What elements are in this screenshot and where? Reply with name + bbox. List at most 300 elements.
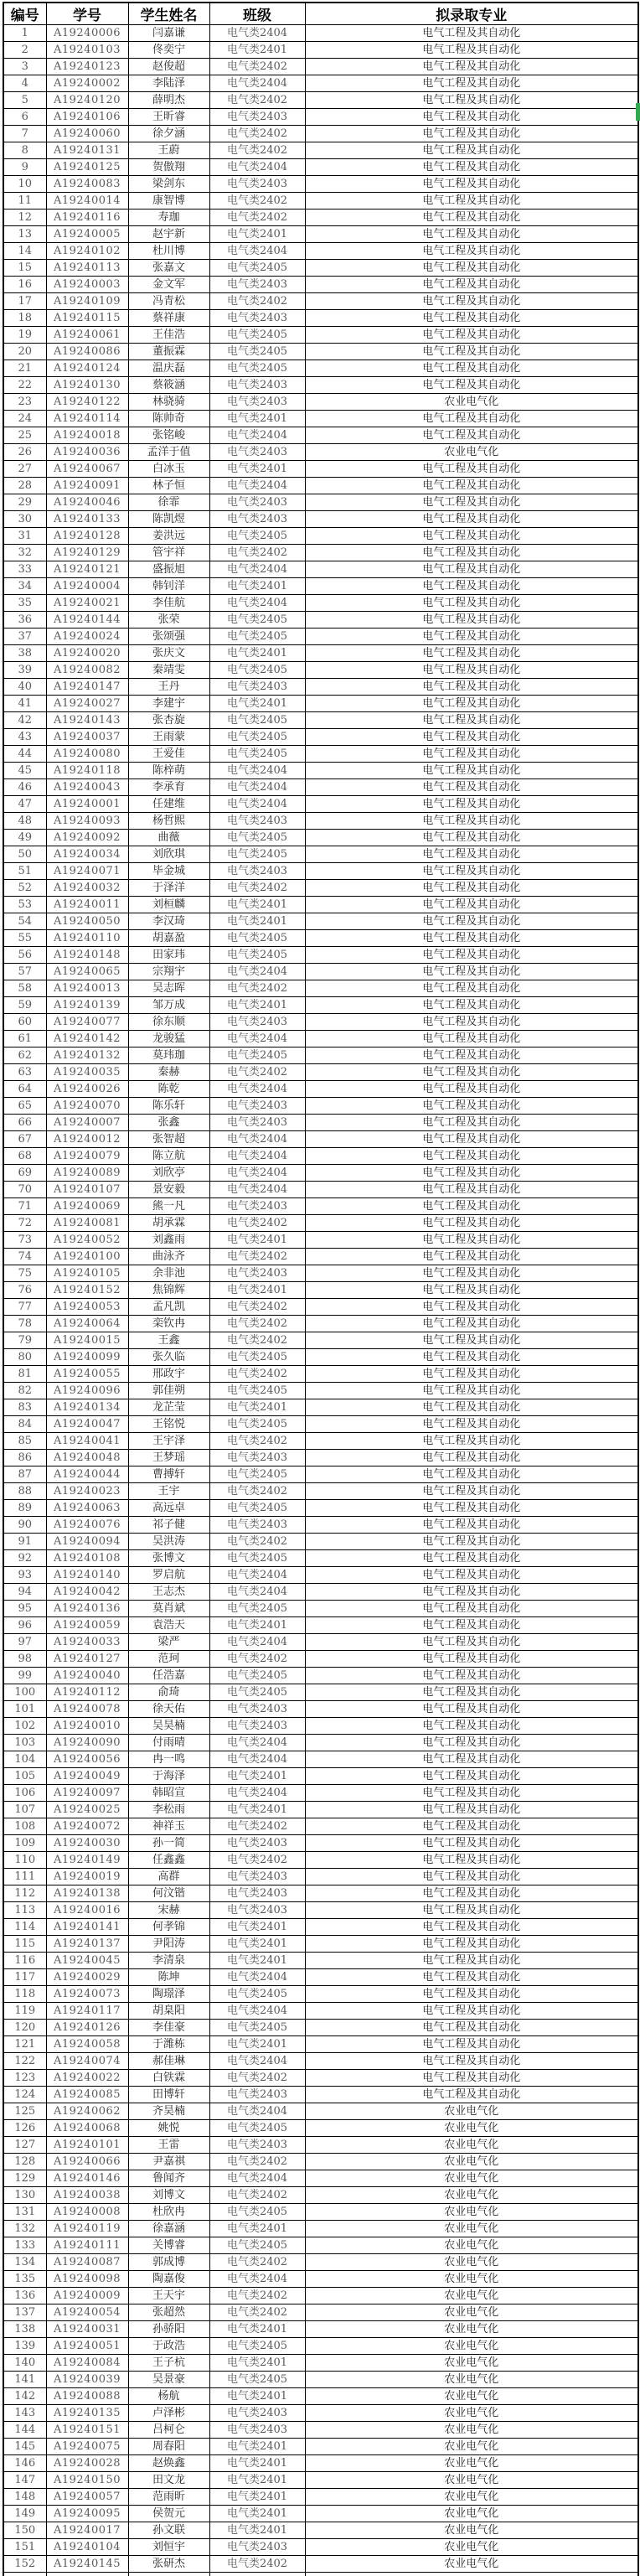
cell-major: 电气工程及其自动化 <box>305 696 638 712</box>
table-row <box>3 2204 638 2221</box>
cell-name: 龙骏猛 <box>128 1031 209 1047</box>
table-row <box>3 796 638 813</box>
table-row <box>3 2472 638 2489</box>
cell-index: 96 <box>3 1617 46 1634</box>
cell-class: 电气类2401 <box>209 2355 305 2372</box>
cell-major: 农业电气化 <box>305 2506 638 2522</box>
table-row <box>3 411 638 427</box>
table-row <box>3 1953 638 1969</box>
cell-class: 电气类2403 <box>209 1869 305 1885</box>
cell-student-id: A19240001 <box>46 796 128 813</box>
cell-name: 于泽洋 <box>128 880 209 897</box>
table-row <box>3 679 638 696</box>
table-row <box>3 478 638 494</box>
cell-major: 电气工程及其自动化 <box>305 427 638 444</box>
cell-class: 电气类2405 <box>209 1466 305 1483</box>
cell-student-id: A19240019 <box>46 1869 128 1885</box>
cell-major: 电气工程及其自动化 <box>305 1148 638 1165</box>
cell-major: 电气工程及其自动化 <box>305 746 638 763</box>
cell-class: 电气类2403 <box>209 494 305 511</box>
cell-major: 电气工程及其自动化 <box>305 1483 638 1500</box>
cell-major: 电气工程及其自动化 <box>305 1668 638 1684</box>
cell-class: 电气类2405 <box>209 712 305 729</box>
cell-index: 62 <box>3 1047 46 1064</box>
cell-class: 电气类2402 <box>209 1483 305 1500</box>
cell-name: 薛明杰 <box>128 92 209 109</box>
cell-student-id: A19240051 <box>46 2338 128 2355</box>
table-row <box>3 1014 638 1031</box>
cell-class: 电气类2404 <box>209 1031 305 1047</box>
table-row <box>3 1282 638 1299</box>
cell-student-id: A19240109 <box>46 293 128 310</box>
cell-class: 电气类2405 <box>209 1500 305 1517</box>
table-row <box>3 2020 638 2036</box>
cell-major: 电气工程及其自动化 <box>305 126 638 142</box>
cell-name: 袁浩天 <box>128 1617 209 1634</box>
table-row <box>3 1047 638 1064</box>
cell-index: 136 <box>3 2288 46 2304</box>
cell-name: 宋赫 <box>128 1902 209 1919</box>
table-body <box>3 25 638 2573</box>
cell-index: 122 <box>3 2053 46 2070</box>
table-row <box>3 947 638 964</box>
cell-student-id: A19240070 <box>46 1098 128 1115</box>
cell-index: 1 <box>3 25 46 42</box>
cell-class: 电气类2402 <box>209 1332 305 1349</box>
table-row <box>3 1483 638 1500</box>
table-row <box>3 494 638 511</box>
cell-student-id: A19240132 <box>46 1047 128 1064</box>
cell-index: 144 <box>3 2422 46 2439</box>
cell-class: 电气类2405 <box>209 2338 305 2355</box>
cell-name: 焦锦辉 <box>128 1282 209 1299</box>
cell-major: 电气工程及其自动化 <box>305 561 638 578</box>
cell-class: 电气类2401 <box>209 645 305 662</box>
table-row <box>3 1349 638 1366</box>
cell-class: 电气类2404 <box>209 1165 305 1182</box>
cell-major: 电气工程及其自动化 <box>305 2036 638 2053</box>
cell-student-id: A19240029 <box>46 1969 128 1986</box>
cell-index: 149 <box>3 2506 46 2522</box>
cell-class: 电气类2405 <box>209 1986 305 2003</box>
cell-name: 于海泽 <box>128 1768 209 1785</box>
cell-index: 63 <box>3 1064 46 1081</box>
cell-name: 何汶锴 <box>128 1885 209 1902</box>
cell-index: 81 <box>3 1366 46 1383</box>
cell-student-id: A19240040 <box>46 1668 128 1684</box>
cell-name: 冉一鸣 <box>128 1751 209 1768</box>
cell-index: 11 <box>3 193 46 209</box>
cell-student-id: A19240048 <box>46 1450 128 1466</box>
cell-name: 温庆磊 <box>128 360 209 377</box>
cell-index: 116 <box>3 1953 46 1969</box>
cell-student-id: A19240086 <box>46 344 128 360</box>
cell-major: 电气工程及其自动化 <box>305 1919 638 1936</box>
cell-student-id: A19240042 <box>46 1584 128 1601</box>
cell-index: 33 <box>3 561 46 578</box>
cell-name: 徐天佑 <box>128 1701 209 1718</box>
cell-name: 王宇泽 <box>128 1433 209 1450</box>
cell-index: 148 <box>3 2489 46 2506</box>
table-row <box>3 612 638 628</box>
cell-index: 128 <box>3 2154 46 2170</box>
cell-name: 刘桓麟 <box>128 897 209 913</box>
cell-student-id: A19240096 <box>46 1383 128 1399</box>
cell-name: 梁剑东 <box>128 176 209 193</box>
cell-student-id: A19240062 <box>46 2103 128 2120</box>
cell-major: 电气工程及其自动化 <box>305 1852 638 1869</box>
cell-class: 电气类2405 <box>209 2237 305 2254</box>
cell-name: 郭佳朔 <box>128 1383 209 1399</box>
table-row <box>3 293 638 310</box>
cell-index: 108 <box>3 1818 46 1835</box>
cell-index: 94 <box>3 1584 46 1601</box>
cell-student-id: A19240060 <box>46 126 128 142</box>
table-row <box>3 779 638 796</box>
cell-major: 农业电气化 <box>305 2355 638 2372</box>
cell-index: 90 <box>3 1517 46 1534</box>
cell-index: 59 <box>3 997 46 1014</box>
cell-student-id: A19240009 <box>46 2288 128 2304</box>
cell-major: 电气工程及其自动化 <box>305 1433 638 1450</box>
cell-index: 151 <box>3 2539 46 2556</box>
cell-student-id: A19240038 <box>46 2187 128 2204</box>
cell-major: 电气工程及其自动化 <box>305 1751 638 1768</box>
cell-major: 电气工程及其自动化 <box>305 1718 638 1735</box>
cell-major: 电气工程及其自动化 <box>305 310 638 327</box>
cell-name: 王梦瑶 <box>128 1450 209 1466</box>
cell-class: 电气类2404 <box>209 1584 305 1601</box>
cell-student-id: A19240082 <box>46 662 128 679</box>
cell-index: 5 <box>3 92 46 109</box>
cell-class: 电气类2404 <box>209 796 305 813</box>
cell-student-id: A19240148 <box>46 947 128 964</box>
cell-major: 电气工程及其自动化 <box>305 1802 638 1818</box>
cell-name: 龙芷莹 <box>128 1399 209 1416</box>
cell-index: 22 <box>3 377 46 394</box>
cell-class: 电气类2402 <box>209 1249 305 1265</box>
cell-student-id: A19240035 <box>46 1064 128 1081</box>
cell-student-id: A19240094 <box>46 1534 128 1550</box>
cell-name: 赵焕鑫 <box>128 2455 209 2472</box>
cell-name: 神祥玉 <box>128 1818 209 1835</box>
cell-student-id: A19240119 <box>46 2221 128 2237</box>
cell-student-id: A19240113 <box>46 260 128 277</box>
cell-student-id: A19240093 <box>46 813 128 830</box>
cell-class: 电气类2404 <box>209 2103 305 2120</box>
cell-class: 电气类2404 <box>209 2053 305 2070</box>
cell-student-id: A19240032 <box>46 880 128 897</box>
cell-student-id: A19240068 <box>46 2120 128 2137</box>
table-row <box>3 1986 638 2003</box>
cell-class: 电气类2403 <box>209 1265 305 1282</box>
table-row <box>3 830 638 846</box>
cell-name: 毕金城 <box>128 863 209 880</box>
cell-class: 电气类2404 <box>209 779 305 796</box>
cell-major: 电气工程及其自动化 <box>305 193 638 209</box>
cell-major: 电气工程及其自动化 <box>305 628 638 645</box>
cell-name: 梁严 <box>128 1634 209 1651</box>
table-row <box>3 1131 638 1148</box>
cell-index: 38 <box>3 645 46 662</box>
cell-index: 6 <box>3 109 46 126</box>
cell-major: 电气工程及其自动化 <box>305 1517 638 1534</box>
cell-name: 王佳浩 <box>128 327 209 344</box>
cell-name: 曲薇 <box>128 830 209 846</box>
cell-index: 23 <box>3 394 46 411</box>
table-row <box>3 1634 638 1651</box>
table-row <box>3 344 638 360</box>
cell-major: 农业电气化 <box>305 2120 638 2137</box>
cell-major: 电气工程及其自动化 <box>305 645 638 662</box>
cell-student-id: A19240075 <box>46 2439 128 2455</box>
cell-index: 18 <box>3 310 46 327</box>
table-row <box>3 42 638 59</box>
cell-class: 电气类2402 <box>209 980 305 997</box>
table-row <box>3 1148 638 1165</box>
cell-class: 电气类2403 <box>209 2087 305 2103</box>
cell-student-id: A19240139 <box>46 997 128 1014</box>
table-row <box>3 1115 638 1131</box>
cell-class: 电气类2404 <box>209 964 305 980</box>
table-row <box>3 964 638 980</box>
cell-student-id: A19240012 <box>46 1131 128 1148</box>
cell-student-id: A19240069 <box>46 1198 128 1215</box>
table-row <box>3 1316 638 1332</box>
cell-index: 79 <box>3 1332 46 1349</box>
cell-major: 电气工程及其自动化 <box>305 1349 638 1366</box>
table-row <box>3 1416 638 1433</box>
cell-major: 农业电气化 <box>305 2137 638 2154</box>
cell-major: 农业电气化 <box>305 2204 638 2221</box>
cell-class: 电气类2401 <box>209 578 305 595</box>
cell-student-id: A19240011 <box>46 897 128 913</box>
cell-major: 电气工程及其自动化 <box>305 494 638 511</box>
table-row <box>3 1869 638 1885</box>
cell-major: 农业电气化 <box>305 2372 638 2388</box>
cell-class: 电气类2404 <box>209 1131 305 1148</box>
cell-name: 郭成博 <box>128 2254 209 2271</box>
table-row <box>3 444 638 461</box>
cell-class: 电气类2403 <box>209 1517 305 1534</box>
cell-name: 王蔚 <box>128 142 209 159</box>
cell-student-id: A19240102 <box>46 243 128 260</box>
cell-name: 王丹 <box>128 679 209 696</box>
table-row <box>3 1064 638 1081</box>
cell-name: 杨哲熙 <box>128 813 209 830</box>
cell-major: 电气工程及其自动化 <box>305 2053 638 2070</box>
cell-name: 余非池 <box>128 1265 209 1282</box>
cell-name: 白铁霖 <box>128 2070 209 2087</box>
cell-major: 电气工程及其自动化 <box>305 1316 638 1332</box>
table-row <box>3 394 638 411</box>
cell-name: 齐昊楠 <box>128 2103 209 2120</box>
cell-name: 陶璟泽 <box>128 1986 209 2003</box>
cell-student-id: A19240046 <box>46 494 128 511</box>
cell-index: 77 <box>3 1299 46 1316</box>
cell-major: 电气工程及其自动化 <box>305 1115 638 1131</box>
cell-student-id: A19240081 <box>46 1215 128 1232</box>
cell-name: 吕柯仑 <box>128 2422 209 2439</box>
cell-name: 莫肖斌 <box>128 1601 209 1617</box>
cell-name: 高群 <box>128 1869 209 1885</box>
cell-student-id: A19240054 <box>46 2304 128 2321</box>
cell-index: 152 <box>3 2556 46 2573</box>
cell-index: 142 <box>3 2388 46 2405</box>
cell-major: 电气工程及其自动化 <box>305 1047 638 1064</box>
cell-index: 71 <box>3 1198 46 1215</box>
table-row <box>3 1466 638 1483</box>
cell-class: 电气类2402 <box>209 2187 305 2204</box>
cell-class: 电气类2403 <box>209 1450 305 1466</box>
cell-name: 林骁骑 <box>128 394 209 411</box>
cell-index: 31 <box>3 528 46 545</box>
cell-class: 电气类2402 <box>209 1316 305 1332</box>
table-row <box>3 1735 638 1751</box>
cell-student-id: A19240050 <box>46 913 128 930</box>
cell-class: 电气类2404 <box>209 1785 305 1802</box>
cell-class: 电气类2401 <box>209 2388 305 2405</box>
cell-name <box>128 2573 209 2576</box>
cell-major: 农业电气化 <box>305 2472 638 2489</box>
cell-class: 电气类2402 <box>209 1299 305 1316</box>
table-row <box>3 1215 638 1232</box>
cell-major: 农业电气化 <box>305 2321 638 2338</box>
cell-index: 141 <box>3 2372 46 2388</box>
cell-class: 电气类2403 <box>209 1198 305 1215</box>
cell-major: 电气工程及其自动化 <box>305 293 638 310</box>
cell-major: 电气工程及其自动化 <box>305 1282 638 1299</box>
cell-major: 电气工程及其自动化 <box>305 159 638 176</box>
cell-student-id: A19240022 <box>46 2070 128 2087</box>
cell-class: 电气类2405 <box>209 1684 305 1701</box>
cell-student-id: A19240016 <box>46 1902 128 1919</box>
cell-student-id: A19240126 <box>46 2020 128 2036</box>
cell-student-id: A19240107 <box>46 1182 128 1198</box>
cell-name: 王爱佳 <box>128 746 209 763</box>
cell-major: 电气工程及其自动化 <box>305 1299 638 1316</box>
cell-major: 电气工程及其自动化 <box>305 1651 638 1668</box>
cell-class: 电气类2401 <box>209 1936 305 1953</box>
cell-class: 电气类2405 <box>209 930 305 947</box>
table-row <box>3 226 638 243</box>
table-row <box>3 662 638 679</box>
cell-name: 管宇祥 <box>128 545 209 561</box>
table-row <box>3 813 638 830</box>
cell-name: 任浩嘉 <box>128 1668 209 1684</box>
cell-index: 88 <box>3 1483 46 1500</box>
cell-class: 电气类2402 <box>209 545 305 561</box>
table-row <box>3 1399 638 1416</box>
cell-major: 电气工程及其自动化 <box>305 1869 638 1885</box>
table-row <box>3 746 638 763</box>
cell-student-id: A19240131 <box>46 142 128 159</box>
cell-major: 农业电气化 <box>305 2254 638 2271</box>
table-row <box>3 2455 638 2472</box>
cell-student-id: A19240072 <box>46 1818 128 1835</box>
table-row <box>3 159 638 176</box>
table-row <box>3 1601 638 1617</box>
cell-student-id: A19240092 <box>46 830 128 846</box>
cell-student-id: A19240085 <box>46 2087 128 2103</box>
cell-index: 147 <box>3 2472 46 2489</box>
cell-class: 电气类2404 <box>209 478 305 494</box>
table-row <box>3 595 638 612</box>
cell-student-id: A19240095 <box>46 2506 128 2522</box>
cell-class: 电气类2404 <box>209 1969 305 1986</box>
cell-index: 68 <box>3 1148 46 1165</box>
cell-class: 电气类2401 <box>209 2522 305 2539</box>
table-row <box>3 327 638 344</box>
cell-student-id: A19240058 <box>46 2036 128 2053</box>
cell-class: 电气类2403 <box>209 377 305 394</box>
cell-name: 于政浩 <box>128 2338 209 2355</box>
cell-index: 132 <box>3 2221 46 2237</box>
cell-name: 陈乐轩 <box>128 1098 209 1115</box>
table-row <box>3 980 638 997</box>
cell-major: 电气工程及其自动化 <box>305 997 638 1014</box>
table-row <box>3 1617 638 1634</box>
cell-name: 贺傲翔 <box>128 159 209 176</box>
cell-index: 42 <box>3 712 46 729</box>
cell-name: 韩钊洋 <box>128 578 209 595</box>
cell-major: 电气工程及其自动化 <box>305 1366 638 1383</box>
cell-major <box>305 2573 638 2576</box>
cell-major: 电气工程及其自动化 <box>305 1399 638 1416</box>
cell-index: 60 <box>3 1014 46 1031</box>
cell-index: 100 <box>3 1684 46 1701</box>
cell-class: 电气类2401 <box>209 2439 305 2455</box>
cell-student-id: A19240017 <box>46 2522 128 2539</box>
cell-student-id: A19240083 <box>46 176 128 193</box>
cell-name: 陈梓萌 <box>128 763 209 779</box>
cell-name: 王鑫 <box>128 1332 209 1349</box>
cell-index: 117 <box>3 1969 46 1986</box>
cell-student-id: A19240034 <box>46 846 128 863</box>
cell-name: 范雨昕 <box>128 2489 209 2506</box>
cell-name: 姚悦 <box>128 2120 209 2137</box>
cell-index: 114 <box>3 1919 46 1936</box>
cell-student-id: A19240141 <box>46 1919 128 1936</box>
cell-name: 张杏旋 <box>128 712 209 729</box>
cell-class: 电气类2404 <box>209 159 305 176</box>
table-row <box>3 1567 638 1584</box>
table-row <box>3 1802 638 1818</box>
cell-class: 电气类2403 <box>209 2539 305 2556</box>
cell-index: 98 <box>3 1651 46 1668</box>
cell-student-id <box>46 2573 128 2576</box>
table-row <box>3 377 638 394</box>
table-row <box>3 2405 638 2422</box>
cell-student-id: A19240080 <box>46 746 128 763</box>
cell-student-id: A19240053 <box>46 1299 128 1316</box>
cell-name: 范珂 <box>128 1651 209 1668</box>
cell-index: 131 <box>3 2204 46 2221</box>
cell-student-id: A19240008 <box>46 2204 128 2221</box>
cell-name: 李陆泽 <box>128 75 209 92</box>
cell-student-id: A19240091 <box>46 478 128 494</box>
cell-class: 电气类2403 <box>209 1885 305 1902</box>
table-row <box>3 729 638 746</box>
cell-index: 53 <box>3 897 46 913</box>
cell-index: 41 <box>3 696 46 712</box>
table-row <box>3 696 638 712</box>
cell-student-id: A19240014 <box>46 193 128 209</box>
cell-major: 农业电气化 <box>305 2489 638 2506</box>
cell-class: 电气类2403 <box>209 1835 305 1852</box>
cell-index: 51 <box>3 863 46 880</box>
cell-index: 37 <box>3 628 46 645</box>
